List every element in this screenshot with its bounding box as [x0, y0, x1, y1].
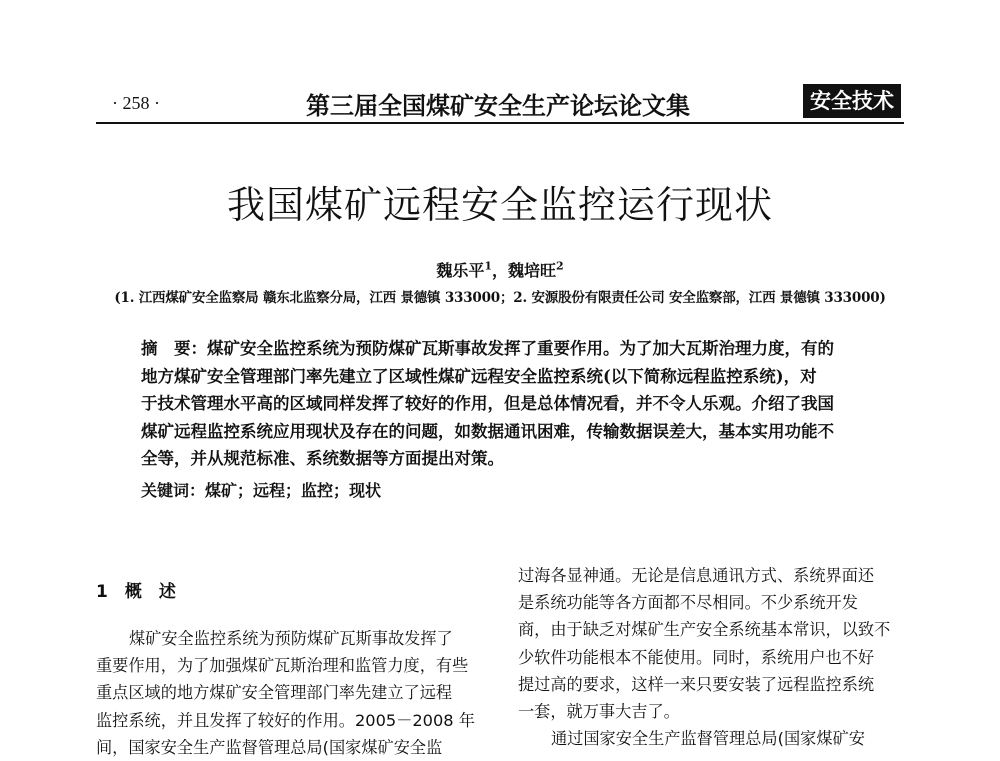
paper-title: 我国煤矿远程安全监控运行现状: [226, 183, 773, 227]
keywords: [141, 478, 879, 501]
author-2-name: 魏培旺: [508, 261, 557, 280]
left-line-5: 间，国家安全生产监督管理总局(国家煤矿安全监: [96, 737, 443, 757]
right-line-4: 少软件功能根本不能使用。同时，系统用户也不好: [518, 647, 875, 667]
section-heading: 1 概 述: [96, 582, 176, 602]
right-column: [518, 562, 922, 752]
right-line-7: 通过国家安全生产监督管理总局(国家煤矿安: [551, 729, 865, 749]
keywords-label: 关键词：: [141, 481, 206, 500]
page-number: · 258 ·: [112, 93, 160, 113]
abstract-line-5: 全等，并从规范标准、系统数据等方面提出对策。: [141, 449, 504, 468]
affiliation: (1. 江西煤矿安全监察局 赣东北监察分局，江西 景德镇 333000；2. 安源股份有限责任公司 安全监察部，江西 景德镇 333000): [114, 290, 886, 306]
left-line-2: 重要作用，为了加强煤矿瓦斯治理和监管力度，有些: [96, 656, 469, 676]
keywords-text: 煤矿；远程；监控；现状: [205, 481, 382, 500]
author-separator: ，: [491, 261, 508, 280]
abstract-line-2: 地方煤矿安全管理部门率先建立了区域性煤矿远程安全监控系统(以下简称远程监控系统)，对: [141, 366, 817, 386]
journal-title: 第三届全国煤矿安全生产论坛论文集: [306, 92, 690, 120]
left-line-4: 监控系统，并且发挥了较好的作用。2005－2008 年: [96, 710, 475, 730]
section-badge: 安全技术: [803, 84, 901, 118]
left-line-1: 煤矿安全监控系统为预防煤矿瓦斯事故发挥了: [129, 629, 453, 648]
header-rule: [96, 122, 904, 124]
abstract-line-4: 煤矿远程监控系统应用现状及存在的问题，如数据通讯困难，传输数据误差大，基本实用功能不: [141, 421, 834, 441]
author-1-name: 魏乐平: [436, 261, 485, 280]
author-2-mark: 2: [556, 259, 564, 273]
right-line-2: 是系统功能等各方面都不尽相同。不少系统开发: [518, 593, 858, 613]
left-line-3: 重点区域的地方煤矿安全管理部门率先建立了远程: [96, 683, 453, 703]
abstract: [141, 335, 879, 473]
authors: [0, 258, 1000, 281]
left-column: [96, 625, 500, 761]
right-line-1: 过海各显神通。无论是信息通讯方式、系统界面还: [518, 566, 875, 585]
right-line-5: 提过高的要求，这样一来只要安装了远程监控系统: [518, 674, 875, 694]
author-1-mark: 1: [484, 259, 492, 273]
abstract-line-3: 于技术管理水平高的区域同样发挥了较好的作用，但是总体情况看，并不令人乐观。介绍了我国: [141, 394, 834, 413]
right-line-6: 一套，就万事大吉了。: [518, 702, 680, 722]
right-line-3: 商，由于缺乏对煤矿生产安全系统基本常识，以致不: [518, 620, 891, 640]
abstract-line-1: 煤矿安全监控系统为预防煤矿瓦斯事故发挥了重要作用。为了加大瓦斯治理力度，有的: [207, 339, 834, 358]
abstract-label: 摘 要：: [141, 339, 207, 358]
